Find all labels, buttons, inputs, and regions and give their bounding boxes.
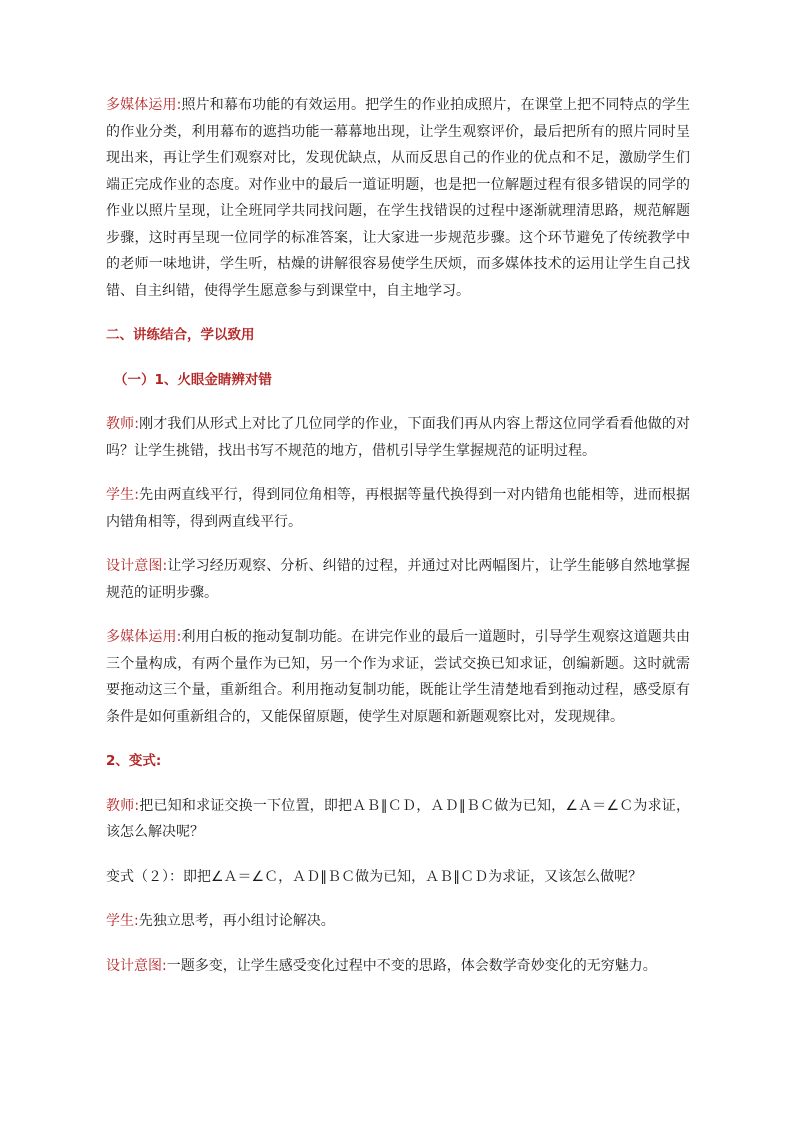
section-heading: 二、讲练结合，学以致用 — [106, 327, 255, 343]
paragraph-label: 学生: — [106, 913, 139, 929]
paragraph-text: 变式（２）：即把∠Ａ＝∠Ｃ，ＡＤ∥ＢＣ做为已知，ＡＢ∥ＣＤ为求证，又该怎么做呢？ — [106, 868, 643, 885]
paragraph-teacher-variant — [106, 793, 690, 846]
paragraph-variant-2 — [106, 864, 690, 891]
paragraph-label: 设计意图: — [106, 558, 168, 574]
paragraph-text: 先独立思考，再小组讨论解决。 — [138, 913, 335, 929]
paragraph-student-variant — [106, 908, 690, 935]
paragraph-design-intent-variant — [106, 953, 690, 980]
paragraph-label: 设计意图: — [106, 957, 167, 974]
paragraph-label: 学生: — [106, 487, 139, 503]
paragraph-text: 把已知和求证交换一下位置，即把ＡＢ∥ＣＤ，ＡＤ∥ＢＣ做为已知，∠Ａ＝∠Ｃ为求证，该怎么解决呢？ — [106, 797, 690, 840]
paragraph-text: 利用白板的拖动复制功能。在讲完作业的最后一道题时，引导学生观察这道题共由三个量构成，有两个量作为已知，另一个作为求证，尝试交换已知求证，创编新题。这时就需要拖动这三个量，重新组合。利用拖动复制功能，既能让学生清楚地看到拖动过程，感受原有条件是如何重新组合的，又能保留原题，使学生对原题和新题观察比对，发现规律。 — [106, 629, 691, 725]
document-page — [106, 92, 690, 997]
paragraph-label: 教师: — [106, 797, 140, 814]
paragraph-text: 照片和幕布功能的有效运用。把学生的作业拍成照片，在课堂上把不同特点的学生的作业分类，利用幕布的遮挡功能一幕幕地出现，让学生观察评价，最后把所有的照片同时呈现出来，再让学生们观察对比，发现优缺点，从而反思自己的作业的优点和不足，激励学生们端正完成作业的态度。对作业中的最后一道证明题，也是把一位解题过程有很多错误的同学的作业以照片呈现，让全班同学共同找问题，在学生找错误的过程中逐渐就理清思路，规范解题步骤，这时再呈现一位同学的标准答案，让大家进一步规范步骤。这个环节避免了传统教学中的老师一味地讲，学生听，枯燥的讲解很容易使学生厌烦，而多媒体技术的运用让学生自己找错、自主纠错，使得学生愿意参与到课堂中，自主地学习。 — [106, 97, 691, 299]
paragraph-label: 多媒体运用: — [106, 629, 182, 645]
subsection-heading: （一）1、火眼金睛辨对错 — [114, 371, 272, 388]
paragraph-label: 教师: — [106, 416, 139, 432]
paragraph-text: 让学习经历观察、分析、纠错的过程，并通过对比两幅图片，让学生能够自然地掌握规范的证明步骤。 — [106, 558, 690, 601]
paragraph-text: 刚才我们从形式上对比了几位同学的作业，下面我们再从内容上帮这位同学看看他做的对吗？让学生挑错，找出书写不规范的地方，借机引导学生掌握规范的证明过程。 — [106, 416, 691, 459]
paragraph-teacher — [106, 411, 690, 464]
paragraph-student — [106, 482, 690, 535]
paragraph-text: 一题多变，让学生感受变化过程中不变的思路，体会数学奇妙变化的无穷魅力。 — [166, 957, 657, 974]
paragraph-multimedia-drag — [106, 624, 690, 730]
paragraph-text: 先由两直线平行，得到同位角相等，再根据等量代换得到一对内错角也能相等，进而根据内错角相等，得到两直线平行。 — [106, 487, 691, 530]
subsection-heading-variant: 2、变式: — [106, 753, 162, 769]
paragraph-design-intent — [106, 553, 690, 606]
paragraph-multimedia-photos — [106, 92, 690, 304]
paragraph-label: 多媒体运用: — [106, 97, 182, 113]
